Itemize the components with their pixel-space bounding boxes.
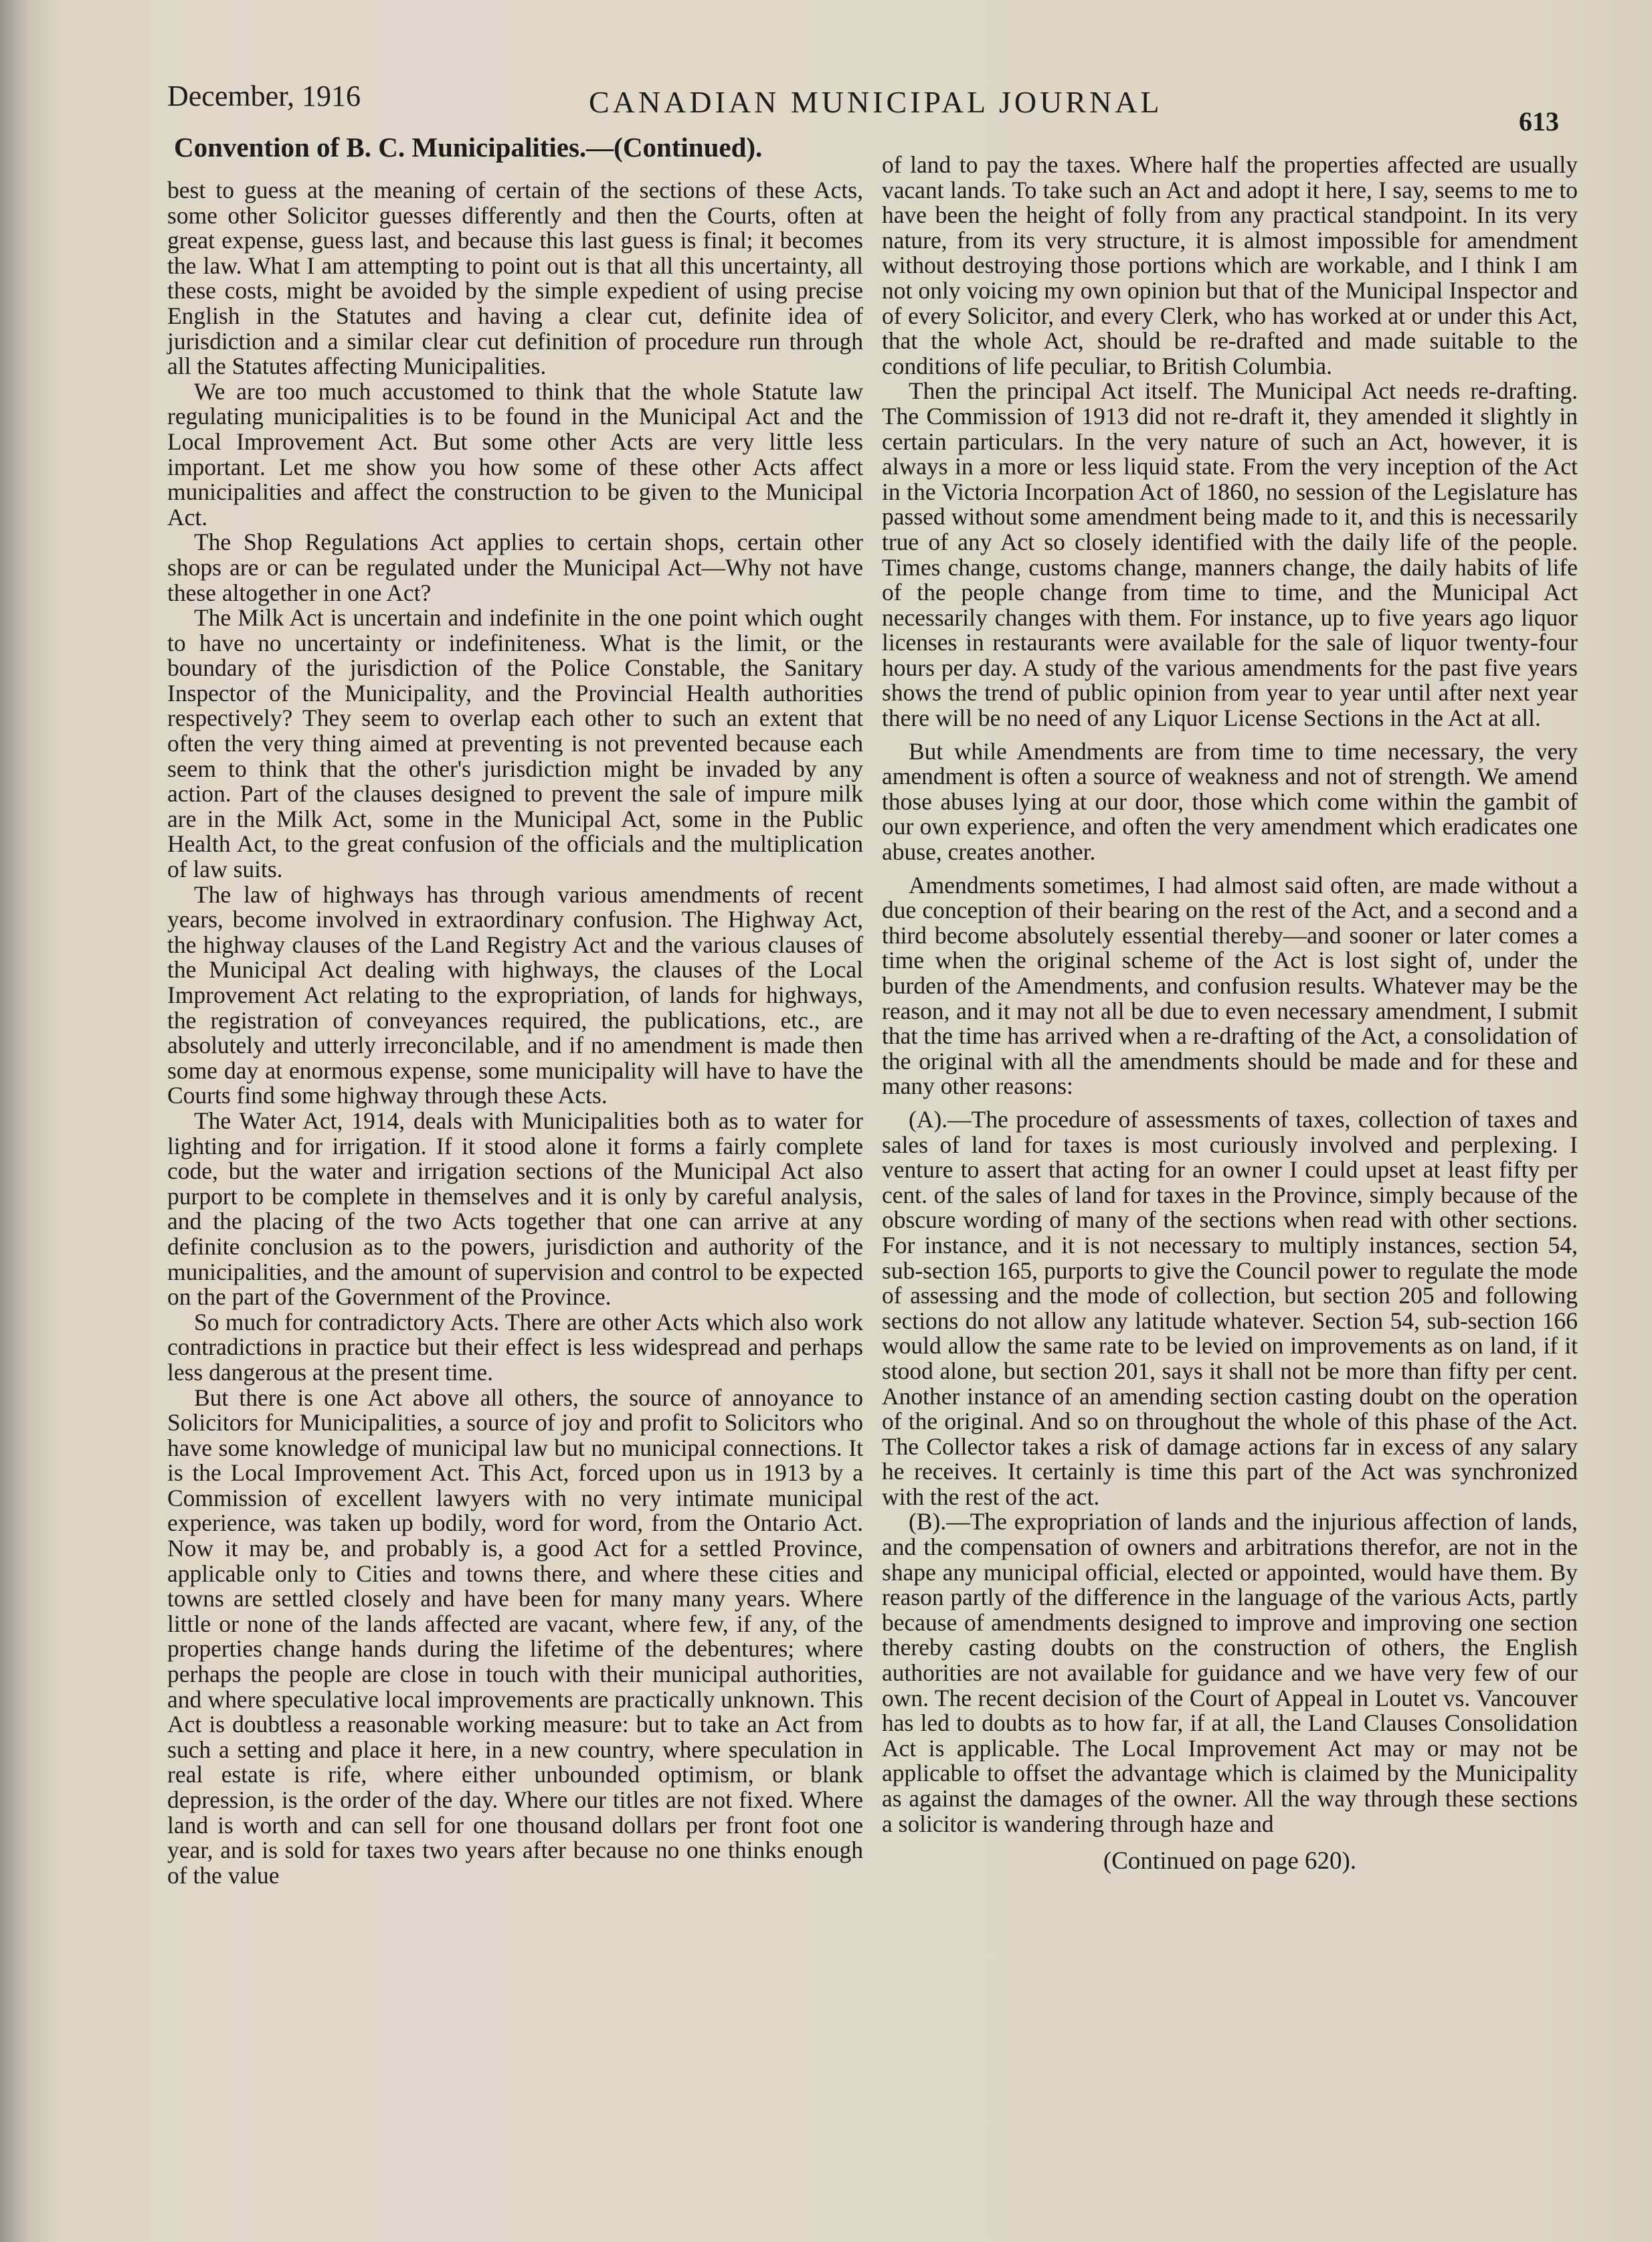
paragraph: But there is one Act above all others, the source of annoyance to Solicitors for Municipalities, a source of joy and profit to Solicitors who have some knowledge of municipal law but no municipal connections. It is the Local Improvement Act. This Act, forced upon us in 1913 by a Commission of excellent lawyers with no very intimate municipal experience, was taken up bodily, word for word, from the Ontario Act. Now it may be, and probably is, a good Act for a settled Province, applicable only to Cities and towns there, and where these cities and towns are settled closely and have been for many many years. Where little or none of the lands affected are vacant, where few, if any, of the properties change hands during the lifetime of the debentures; where perhaps the people are close in touch with their municipal authorities, and where speculative local improvements are practically unknown. This Act is doubtless a reasonable working measure: but to take an Act from such a setting and place it here, in a new country, where speculation in real estate is rife, where either unbounded optimism, or blank depression, is the order of the day. Where our titles are not fixed. Where land is worth and can sell for one thousand dollars per front foot one year, and is sold for taxes two years after because no one thinks enough of the value bbox=[167, 1384, 863, 1889]
paragraph: (B).—The expropriation of lands and the injurious affection of lands, and the compensation of owners and arbitrations therefor, are not in the shape any municipal official, elected or appointed, would have them. By reason partly of the difference in the language of the various Acts, partly because of amendments designed to improve and improving one section thereby casting doubts on the construction of others, the English authorities are not available for guidance and we have very few of our own. The recent decision of the Court of Appeal in Loutet vs. Vancouver has led to doubts as to how far, if at all, the Land Clauses Consolidation Act is applicable. The Local Improvement Act may or may not be applicable to offset the advantage which is claimed by the Municipality as against the damages of the owner. All the way through these sections a solicitor is wandering through haze and bbox=[882, 1508, 1578, 1837]
left-column bbox=[167, 131, 863, 1888]
paragraph: The law of highways has through various amendments of recent years, become involved in extraordinary confusion. The Highway Act, the highway clauses of the Land Registry Act and the various clauses of the Municipal Act dealing with highways, the clauses of the Local Improvement Act relating to the expropriation, of lands for highways, the registration of conveyances required, the publications, etc., are absolutely and utterly irreconcilable, and if no amendment is made then some day at enormous expense, some municipality will have to have the Courts find some highway through these Acts. bbox=[167, 880, 863, 1109]
paragraph: The Milk Act is uncertain and indefinite in the one point which ought to have no uncertainty or indefiniteness. What is the limit, or the boundary of the jurisdiction of the Police Constable, the Sanitary Inspector of the Municipality, and the Provincial Health authorities respectively? They seem to overlap each other to such an extent that often the very thing aimed at preventing is not prevented because each seem to think that the other's jurisdiction might be invaded by any action. Part of the clauses designed to prevent the sale of impure milk are in the Milk Act, some in the Municipal Act, some in the Public Health Act, to the great confusion of the officials and the multiplication of law suits. bbox=[167, 604, 863, 883]
paragraph: (A).—The procedure of assessments of taxes, collection of taxes and sales of land for taxes is most curiously involved and perplexing. I venture to assert that acting for an owner I could upset at least fifty per cent. of the sales of land for taxes in the Province, simply because of the obscure wording of many of the sections when read with other sections. For instance, and it is not necessary to multiply instances, section 54, sub-section 165, purports to give the Council power to regulate the mode of assessing and the mode of collection, but section 205 and following sections do not allow any latitude whatever. Section 54, sub-section 166 would allow the same rate to be levied on improvements as on land, if it stood alone, but section 201, says it shall not be more than fifty per cent. Another instance of an amending section casting doubt on the operation of the original. And so on throughout the whole of this phase of the Act. The Collector takes a risk of damage actions far in excess of any salary he receives. It certainly is time this part of the Act was synchronized with the rest of the act. bbox=[882, 1105, 1578, 1510]
continued-note: (Continued on page 620). bbox=[1103, 1847, 1357, 1875]
paragraph: best to guess at the meaning of certain of the sections of these Acts, some other Solicitor guesses differently and then the Courts, often at great expense, guess last, and because this last guess is final; it becomes the law. What I am attempting to point out is that all this uncertainty, all these costs, might be avoided by the simple expedient of using precise English in the Statutes and having a clear cut, definite idea of jurisdiction and a similar clear cut definition of procedure run through all the Statutes affecting Municipalities. bbox=[167, 177, 863, 380]
page-number: 613 bbox=[1519, 106, 1559, 136]
paragraph: We are too much accustomed to think that the whole Statute law regulating municipalities is to be found in the Municipal Act and the Local Improvement Act. But some other Acts are very little less important. Let me show you how some of these other Acts affect municipalities and affect the construction to be given to the Municipal Act. bbox=[167, 377, 863, 531]
article-title: Convention of B. C. Municipalities.—(Continued). bbox=[174, 132, 763, 163]
page-header bbox=[167, 79, 1559, 139]
paragraph: of land to pay the taxes. Where half the properties affected are usually vacant lands. To take such an Act and adopt it here, I say, seems to me to have been the height of folly from any practical standpoint. In its very nature, from its very structure, it is almost impossible for amendment without destroying those portions which are workable, and I think I am not only voicing my own opinion but that of the Municipal Inspector and of every Solicitor, and every Clerk, who has worked at or under this Act, that the whole Act, should be re-drafted and made suitable to the conditions of life peculiar, to British Columbia. bbox=[882, 151, 1578, 379]
paragraph: Amendments sometimes, I had almost said often, are made without a due conception of their bearing on the rest of the Act, and a second and a third become absolutely essential thereby—and sooner or later comes a time when the original scheme of the Act is lost sight of, under the burden of the Amendments, and confusion results. Whatever may be the reason, and it may not all be due to even necessary amendment, I submit that the time has arrived when a re-drafting of the Act, a consolidation of the original with all the amendments should be made and for these and many other reasons: bbox=[882, 871, 1578, 1100]
paragraph: But while Amendments are from time to time necessary, the very amendment is often a source of weakness and not of strength. We amend those abuses lying at our door, those which come within the gambit of our own experience, and often the very amendment which eradicates one abuse, creates another. bbox=[882, 737, 1578, 866]
issue-date: December, 1916 bbox=[167, 80, 361, 112]
journal-title: CANADIAN MUNICIPAL JOURNAL bbox=[589, 85, 1163, 119]
paragraph: Then the principal Act itself. The Municipal Act needs re-drafting. The Commission of 1913 did not re-draft it, they amended it slightly in certain particulars. In the very nature of such an Act, however, it is always in a more or less liquid state. From the very inception of the Act in the Victoria Incorpation Act of 1860, no session of the Legislature has passed without some amendment being made to it, and this is necessarily true of any Act so closely identified with the daily life of the people. Times change, customs change, manners change, the daily habits of life of the people change from time to time, and the Municipal Act necessarily changes with them. For instance, up to five years ago liquor licenses in restaurants were available for the sale of liquor twenty-four hours per day. A study of the various amendments for the past five years shows the trend of public opinion from year to year until after next year there will be no need of any Liquor License Sections in the Act at all. bbox=[882, 377, 1578, 732]
paragraph: So much for contradictory Acts. There are other Acts which also work contradictions in practice but their effect is less widespread and perhaps less dangerous at the present time. bbox=[167, 1308, 863, 1386]
paragraph: The Water Act, 1914, deals with Municipalities both as to water for lighting and for irrigation. If it stood alone it forms a fairly complete code, but the water and irrigation sections of the Municipal Act also purport to be complete in themselves and it is only by careful analysis, and the placing of the two Acts together that one can arrive at any definite conclusion as to the powers, jurisdiction and authority of the municipalities, and the amount of supervision and control to be expected on the part of the Government of the Province. bbox=[167, 1107, 863, 1311]
paragraph: The Shop Regulations Act applies to certain shops, certain other shops are or can be regulated under the Municipal Act—Why not have these altogether in one Act? bbox=[167, 529, 863, 606]
right-column bbox=[882, 153, 1578, 1874]
